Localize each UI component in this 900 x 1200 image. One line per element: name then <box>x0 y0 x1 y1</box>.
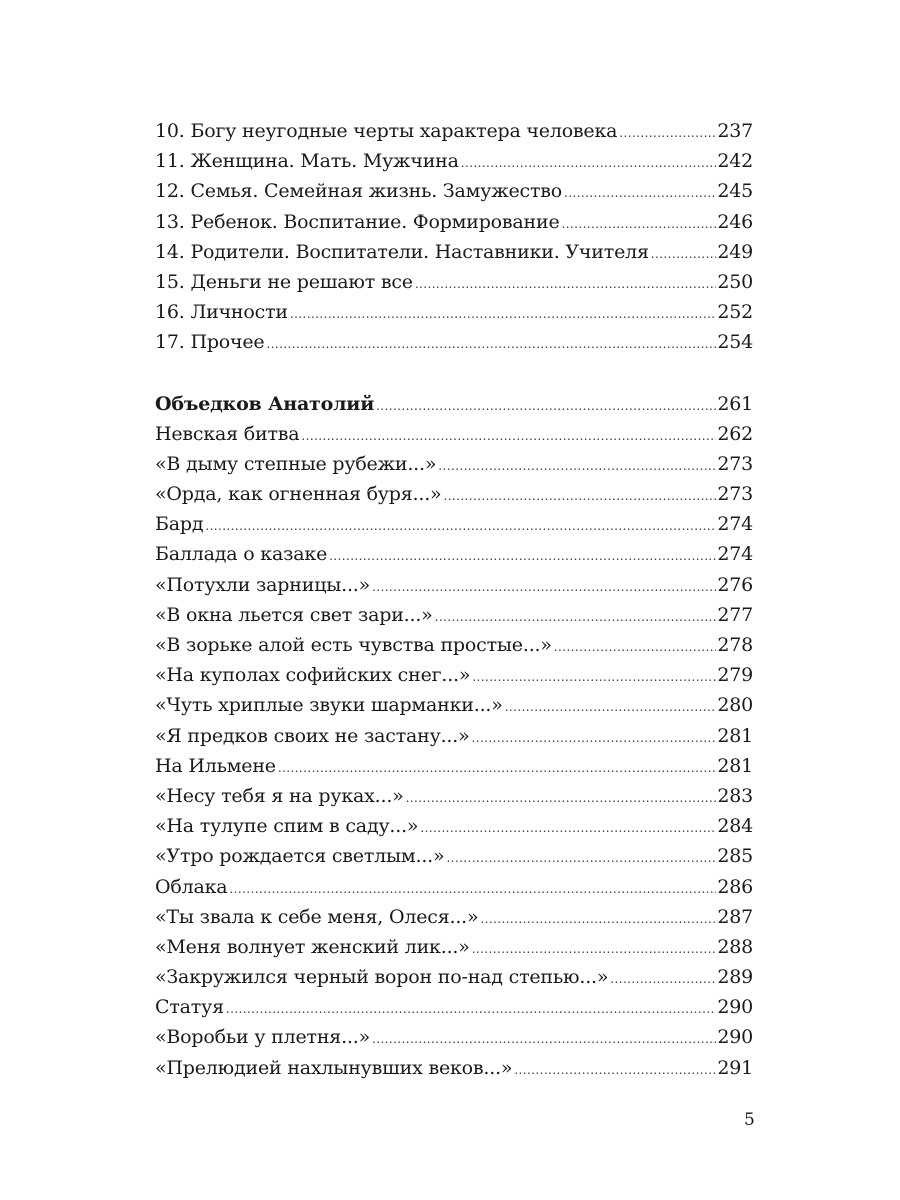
toc-entry-title: «Потухли зарницы...» <box>155 573 371 596</box>
toc-entry <box>155 962 753 992</box>
toc-entry-title: «Несу тебя я на руках...» <box>155 784 404 807</box>
dot-leader <box>266 329 716 359</box>
toc-entry-page: 287 <box>717 905 753 928</box>
toc-entry <box>155 479 753 509</box>
toc-entry-page: 273 <box>717 452 753 475</box>
dot-leader <box>406 783 717 813</box>
toc-entry-page: 254 <box>717 331 753 354</box>
toc-entry-page: 280 <box>717 694 753 717</box>
toc-entry-title: «Закружился черный ворон по-над степью...» <box>155 966 609 989</box>
toc-entry-title: «На тулупе спим в саду...» <box>155 815 419 838</box>
toc-entry-page: 237 <box>717 120 753 142</box>
toc-entry-title: «Чуть хриплые звуки шарманки...» <box>155 694 503 717</box>
dot-leader <box>438 451 716 481</box>
toc-entry-title: 10. Богу неугодные черты характера человека <box>155 120 618 142</box>
toc-entry-page: 289 <box>717 966 753 989</box>
toc-entry <box>155 600 753 630</box>
dot-leader <box>205 511 716 541</box>
toc-entry-page: 290 <box>717 1026 753 1049</box>
toc-entry-title: «Я предков своих не застану...» <box>155 724 470 747</box>
dot-leader <box>562 209 717 239</box>
dot-leader <box>472 662 716 692</box>
toc-entry-title: 14. Родители. Воспитатели. Наставники. Учителя <box>155 240 649 263</box>
dot-leader <box>226 994 716 1024</box>
toc-entry <box>155 721 753 751</box>
toc-entry-page: 242 <box>717 150 753 173</box>
toc-entry-title: Облака <box>155 875 228 898</box>
dot-leader <box>229 874 716 904</box>
page-number: 5 <box>744 1110 755 1130</box>
dot-leader <box>372 572 716 602</box>
dot-leader <box>564 178 716 208</box>
toc-entry <box>155 660 753 690</box>
toc-entry-page: 277 <box>717 603 753 626</box>
toc-entry-title: «В дыму степные рубежи...» <box>155 452 437 475</box>
toc-entry-page: 249 <box>717 240 753 263</box>
toc-entry-title: 17. Прочее <box>155 331 265 354</box>
toc-entry-page: 283 <box>717 784 753 807</box>
toc-entry <box>155 872 753 902</box>
toc-entry-title: 13. Ребенок. Воспитание. Формирование <box>155 210 560 233</box>
dot-leader <box>554 632 717 662</box>
dot-leader <box>505 692 717 722</box>
toc-entry-page: 291 <box>717 1056 753 1079</box>
toc-entry <box>155 267 753 297</box>
toc-entry-title: На Ильмене <box>155 754 276 777</box>
toc-entry <box>155 690 753 720</box>
dot-leader <box>301 421 716 451</box>
toc-group-author <box>155 389 753 1083</box>
dot-leader <box>372 1024 716 1054</box>
toc-entry-page: 290 <box>717 996 753 1019</box>
toc-entry-page: 246 <box>717 210 753 233</box>
table-of-contents <box>155 116 753 1083</box>
toc-entry-title: «Орда, как огненная буря...» <box>155 483 442 506</box>
toc-entry <box>155 811 753 841</box>
toc-entry <box>155 116 753 146</box>
toc-entry <box>155 841 753 871</box>
toc-entry-page: 288 <box>717 935 753 958</box>
toc-entry-page: 276 <box>717 573 753 596</box>
toc-entry-title: «Ты звала к себе меня, Олеся...» <box>155 905 479 928</box>
toc-entry-page: 274 <box>717 513 753 536</box>
toc-entry <box>155 419 753 449</box>
dot-leader <box>329 541 716 571</box>
toc-entry-title: Бард <box>155 513 204 536</box>
toc-entry <box>155 297 753 327</box>
toc-entry-page: 286 <box>717 875 753 898</box>
toc-entry-title: 11. Женщина. Мать. Мужчина <box>155 150 459 173</box>
toc-entry-page: 262 <box>717 422 753 445</box>
dot-leader <box>278 753 716 783</box>
toc-entry <box>155 570 753 600</box>
toc-entry-page: 281 <box>717 724 753 747</box>
toc-entry <box>155 449 753 479</box>
toc-entry-page: 278 <box>717 634 753 656</box>
toc-entry-page: 281 <box>717 754 753 777</box>
dot-leader <box>446 843 716 873</box>
toc-author-name: Объедков Анатолий <box>155 392 375 415</box>
dot-leader <box>651 239 717 269</box>
toc-author-entry <box>155 389 753 419</box>
toc-entry-title: «В зорьке алой есть чувства простые...» <box>155 634 552 656</box>
toc-entry <box>155 207 753 237</box>
toc-entry-page: 284 <box>717 815 753 838</box>
toc-entry <box>155 751 753 781</box>
toc-entry-title: 15. Деньги не решают все <box>155 270 413 293</box>
toc-entry-page: 273 <box>717 483 753 506</box>
toc-entry-page: 250 <box>717 270 753 293</box>
toc-entry <box>155 1053 753 1083</box>
dot-leader <box>461 148 717 178</box>
toc-entry-title: «Утро рождается светлым...» <box>155 845 445 868</box>
toc-entry-page: 285 <box>717 845 753 868</box>
toc-entry-page: 245 <box>717 180 753 203</box>
dot-leader <box>415 269 716 299</box>
toc-entry-title: «На куполах софийских снег...» <box>155 664 471 687</box>
toc-entry-title: 16. Личности <box>155 301 288 324</box>
toc-entry-title: Баллада о казаке <box>155 543 328 566</box>
dot-leader <box>472 934 717 964</box>
toc-entry-title: «Меня волнует женский лик...» <box>155 935 470 958</box>
section-spacer <box>155 358 753 389</box>
dot-leader <box>376 391 716 421</box>
dot-leader <box>610 964 716 994</box>
toc-entry <box>155 781 753 811</box>
toc-entry <box>155 1022 753 1052</box>
toc-entry <box>155 237 753 267</box>
toc-entry-page: 279 <box>717 664 753 687</box>
toc-entry-title: «Прелюдией нахлынувших веков...» <box>155 1056 513 1079</box>
toc-entry <box>155 539 753 569</box>
dot-leader <box>472 723 717 753</box>
toc-entry <box>155 146 753 176</box>
toc-entry-title: Невская битва <box>155 422 300 445</box>
dot-leader <box>290 299 716 329</box>
toc-entry-page: 261 <box>717 392 753 415</box>
toc-entry-title: Статуя <box>155 996 224 1019</box>
dot-leader <box>443 481 716 511</box>
toc-entry-page: 252 <box>717 301 753 324</box>
toc-group-chapters <box>155 116 753 358</box>
toc-entry <box>155 327 753 357</box>
dot-leader <box>480 904 716 934</box>
dot-leader <box>420 813 716 843</box>
toc-entry-title: «В окна льется свет зари...» <box>155 603 433 626</box>
dot-leader <box>514 1055 716 1085</box>
toc-entry <box>155 176 753 206</box>
toc-entry-title: 12. Семья. Семейная жизнь. Замужество <box>155 180 563 203</box>
dot-leader <box>435 602 717 632</box>
toc-entry-title: «Воробьи у плетня...» <box>155 1026 371 1049</box>
toc-entry <box>155 509 753 539</box>
toc-entry <box>155 902 753 932</box>
toc-entry <box>155 992 753 1022</box>
toc-entry <box>155 932 753 962</box>
dot-leader <box>619 118 716 148</box>
toc-entry <box>155 630 753 660</box>
toc-entry-page: 274 <box>717 543 753 566</box>
